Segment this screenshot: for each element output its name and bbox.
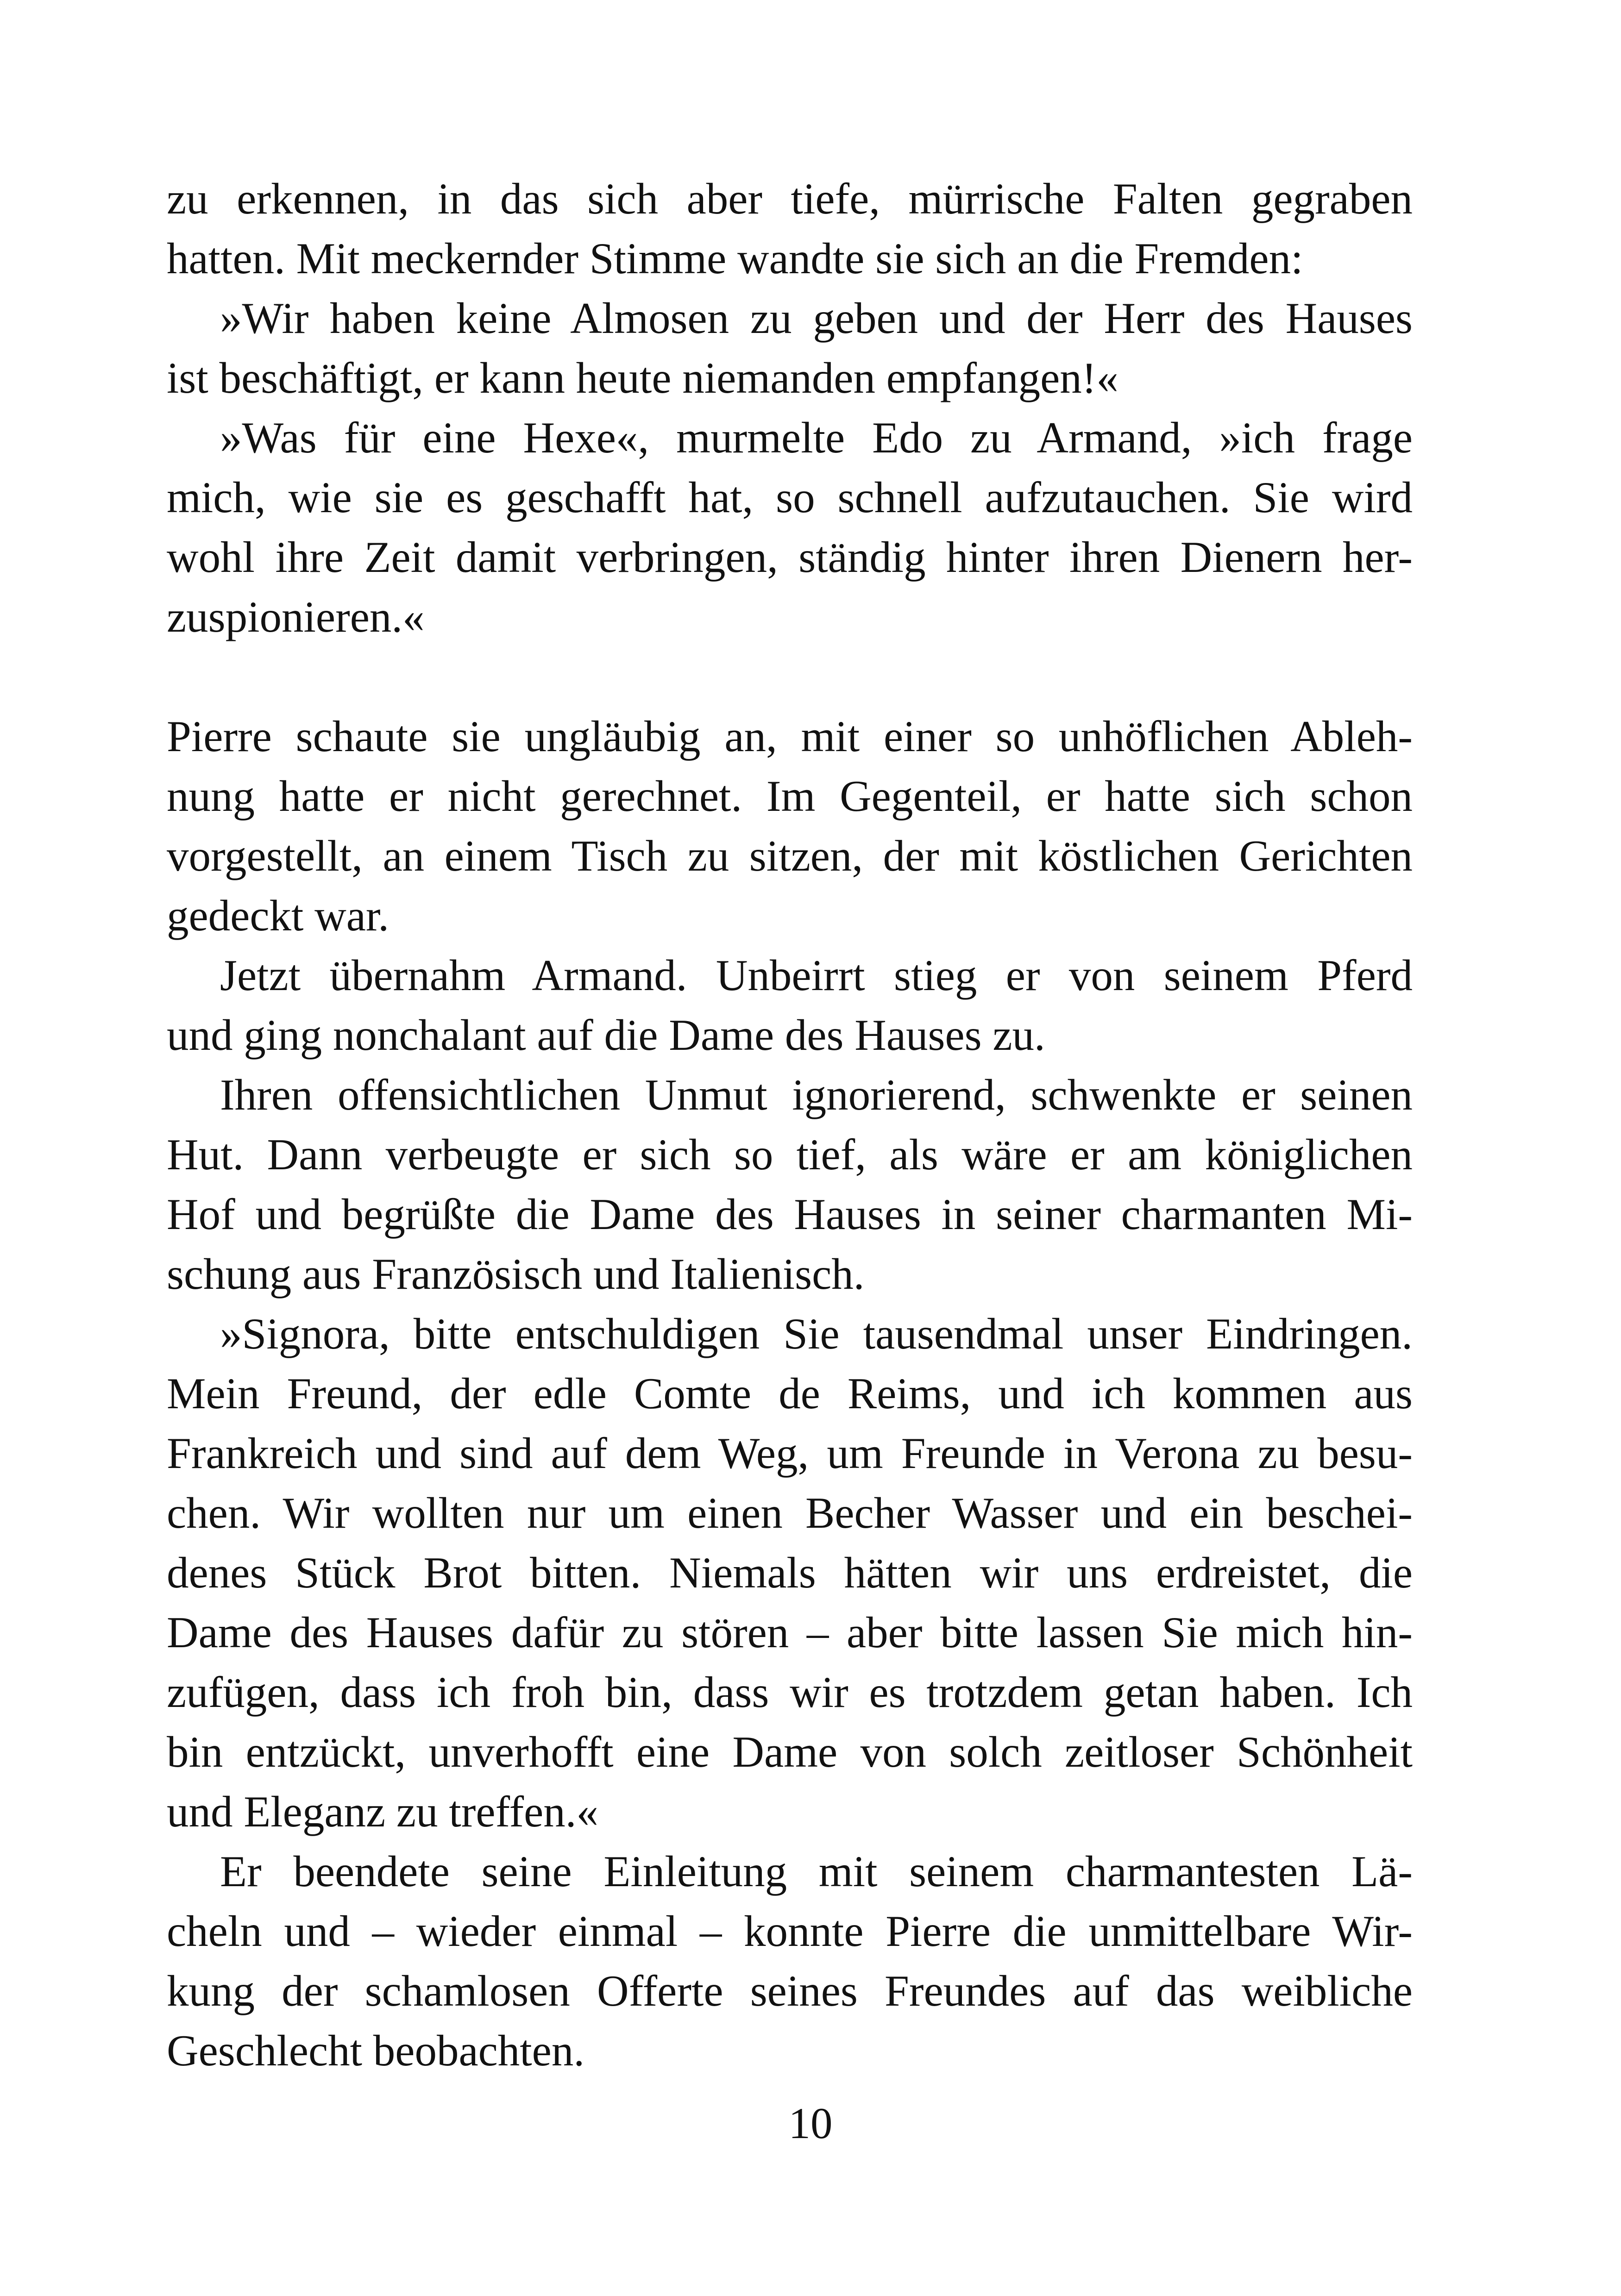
text-line: und ging nonchalant auf die Dame des Hauses zu. — [167, 1010, 1045, 1060]
text-line: zuspionieren.« — [167, 592, 425, 641]
text-line: kung der schamlosen Offerte seines Freundes auf das weibliche — [167, 1966, 1413, 2015]
text-line: Er beendete seine Einleitung mit seinem charmantesten Lä- — [220, 1847, 1413, 1896]
text-line: bin entzückt, unverhofft eine Dame von solch zeitloser Schönheit — [167, 1727, 1413, 1776]
text-line: Hut. Dann verbeugte er sich so tief, als wäre er am königlichen — [167, 1130, 1413, 1179]
text-line: ist beschäftigt, er kann heute niemanden empfangen!« — [167, 353, 1118, 402]
text-line: Ihren offensichtlichen Unmut ignorierend, schwenkte er seinen — [220, 1070, 1413, 1119]
text-line: schung aus Französisch und Italienisch. — [167, 1249, 865, 1299]
text-line: »Wir haben keine Almosen zu geben und der Herr des Hauses — [220, 294, 1413, 343]
text-line: nung hatte er nicht gerechnet. Im Gegenteil, er hatte sich schon — [167, 772, 1413, 821]
text-line: »Signora, bitte entschuldigen Sie tausendmal unser Eindringen. — [220, 1309, 1413, 1358]
text-line: Jetzt übernahm Armand. Unbeirrt stieg er von seinem Pferd — [220, 951, 1413, 1000]
text-line: Mein Freund, der edle Comte de Reims, und ich kommen aus — [167, 1369, 1413, 1418]
page-number: 10 — [788, 2099, 833, 2148]
text-line: zu erkennen, in das sich aber tiefe, mürrische Falten gegraben — [167, 174, 1413, 223]
text-line: gedeckt war. — [167, 891, 390, 940]
text-line: zufügen, dass ich froh bin, dass wir es trotzdem getan haben. Ich — [167, 1668, 1413, 1717]
text-line: Geschlecht beobachten. — [167, 2026, 585, 2075]
text-line: cheln und – wieder einmal – konnte Pierre die unmittelbare Wir- — [167, 1907, 1413, 1956]
text-line: Hof und begrüßte die Dame des Hauses in seiner charmanten Mi- — [167, 1190, 1413, 1239]
text-line: denes Stück Brot bitten. Niemals hätten wir uns erdreistet, die — [167, 1548, 1413, 1597]
text-line: wohl ihre Zeit damit verbringen, ständig hinter ihren Dienern her- — [167, 533, 1413, 582]
text-line: »Was für eine Hexe«, murmelte Edo zu Armand, »ich frage — [220, 413, 1413, 462]
body-text — [167, 169, 1413, 2081]
text-line: chen. Wir wollten nur um einen Becher Wasser und ein beschei- — [167, 1488, 1413, 1537]
section-break — [167, 647, 1413, 707]
text-line: und Eleganz zu treffen.« — [167, 1787, 599, 1836]
text-line: Frankreich und sind auf dem Weg, um Freunde in Verona zu besu- — [167, 1429, 1413, 1478]
text-line: Dame des Hauses dafür zu stören – aber bitte lassen Sie mich hin- — [167, 1608, 1413, 1657]
text-line: Pierre schaute sie ungläubig an, mit einer so unhöflichen Ableh- — [167, 712, 1413, 761]
text-line: mich, wie sie es geschafft hat, so schnell aufzutauchen. Sie wird — [167, 473, 1413, 522]
text-line: hatten. Mit meckernder Stimme wandte sie sich an die Fremden: — [167, 234, 1303, 283]
text-line: vorgestellt, an einem Tisch zu sitzen, der mit köstlichen Gerichten — [167, 831, 1413, 880]
